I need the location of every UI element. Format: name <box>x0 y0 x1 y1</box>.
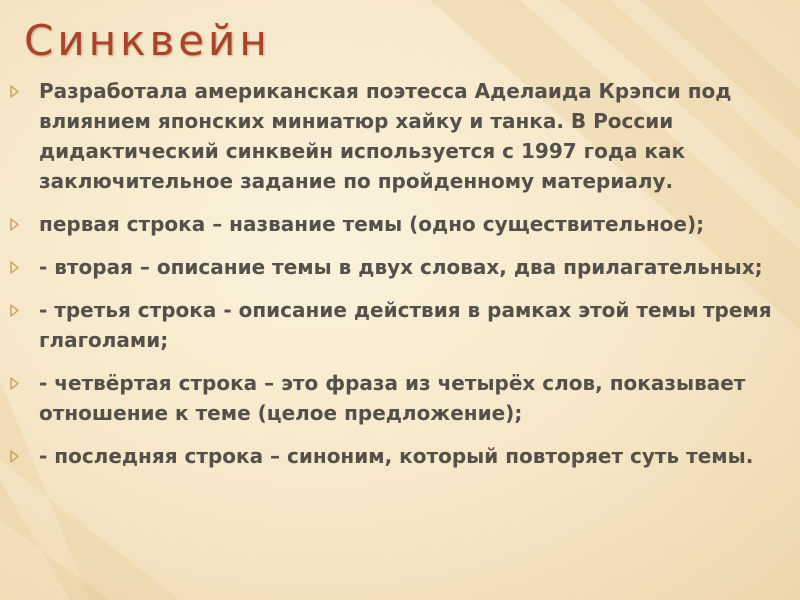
list-item <box>10 209 784 239</box>
arrow-bullet-icon <box>10 85 20 98</box>
list-item <box>10 368 784 428</box>
list-item-text: - вторая – описание темы в двух словах, два прилагательных; <box>39 255 763 279</box>
arrow-bullet-icon <box>10 377 20 390</box>
bullet-list <box>10 76 784 484</box>
slide-title: Синквейн <box>24 16 271 65</box>
list-item <box>10 441 784 471</box>
list-item-text: - третья строка - описание действия в рамках этой темы тремя глаголами; <box>39 298 772 352</box>
list-item-text: первая строка – название темы (одно существительное); <box>39 212 705 236</box>
list-item <box>10 252 784 282</box>
arrow-bullet-icon <box>10 261 20 274</box>
list-item-text: - последняя строка – синоним, который повторяет суть темы. <box>39 444 754 468</box>
list-item-text: - четвёртая строка – это фраза из четырёх слов, показывает отношение к теме (целое предложение); <box>39 371 746 425</box>
list-item-text: Разработала американская поэтесса Аделаида Крэпси под влиянием японских миниатюр хайку и танка. В России дидактический синквейн используется с 1997 года как заключительное задание по пройденному материалу. <box>39 79 732 193</box>
arrow-bullet-icon <box>10 450 20 463</box>
arrow-bullet-icon <box>10 304 20 317</box>
list-item <box>10 295 784 355</box>
list-item <box>10 76 784 196</box>
arrow-bullet-icon <box>10 218 20 231</box>
